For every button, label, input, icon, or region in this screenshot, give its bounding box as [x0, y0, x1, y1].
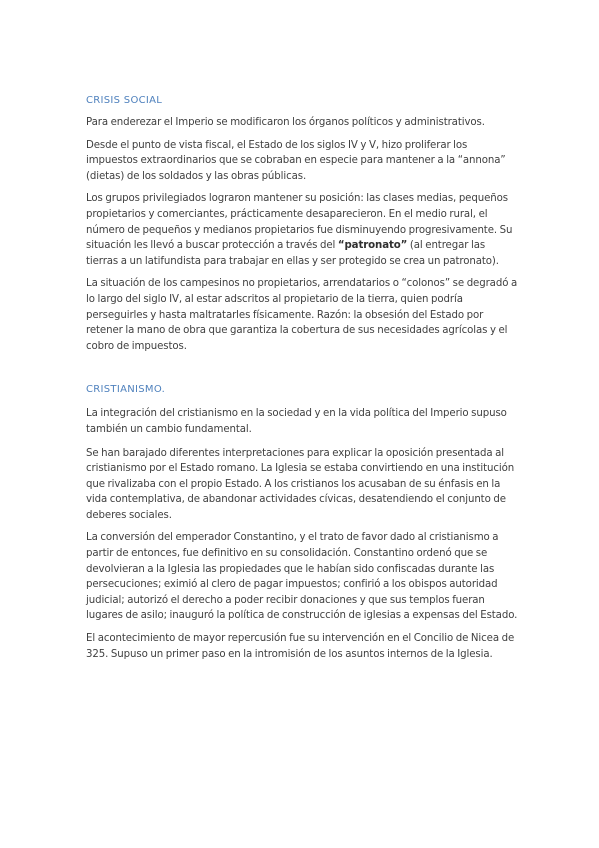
paragraph: Desde el punto de vista fiscal, el Estado de los siglos IV y V, hizo proliferar los impuestos extraordinarios que se cobraban en especie para mantener a la “annona” (dietas) de los soldados y las obras públicas.: [86, 139, 506, 182]
paragraph: La conversión del emperador Constantino, y el trato de favor dado al cristianismo a partir de entonces, fue definitivo en su consolidación. Constantino ordenó que se devolvieran a la Iglesia las propiedades que le habían sido confiscadas durante las persecuciones; eximió al clero de pagar impuestos; confirió a los obispos autoridad judicial; autorizó el derecho a poder recibir donaciones y que sus templos fueran lugares de asilo; inauguró la política de construcción de iglesias a expensas del Estado.: [86, 532, 518, 622]
paragraph: La situación de los campesinos no propietarios, arrendatarios o “colonos” se degradó a lo largo del siglo IV, al estar adscritos al propietario de la tierra, quien podría perseguirles y hasta maltratarles físicamente. Razón: la obsesión del Estado por retener la mano de obra que garantiza la cobertura de sus necesidades agrícolas y el cobro de impuestos.: [86, 278, 518, 352]
paragraph: Se han barajado diferentes interpretaciones para explicar la oposición presentada al cristianismo por el Estado romano. La Iglesia se estaba convirtiendo en una institución que rivalizaba con el propio Estado. A los cristianos los acusaban de su énfasis en la vida contemplativa, de abandonar actividades cívicas, desatendiendo el conjunto de deberes sociales.: [86, 447, 515, 521]
paragraph: [86, 191, 518, 269]
paragraph: Para enderezar el Imperio se modificaron los órganos políticos y administrativos.: [86, 117, 485, 128]
section-heading-crisis-social: CRISIS SOCIAL: [86, 95, 163, 106]
bold-term-patronato: “patronato”: [337, 240, 408, 252]
paragraph-text: Los grupos privilegiados lograron mantener su posición: las clases medias, pequeños propietarios y comerciantes, prácticamente desaparecieron. En el medio rural, el número de pequeños y medianos propietarios fue disminuyendo progresivamente. Su situación les llevó a buscar protección a través del: [86, 193, 513, 252]
section-heading-cristianismo: CRISTIANISMO.: [86, 384, 166, 396]
paragraph: La integración del cristianismo en la sociedad y en la vida política del Imperio supuso también un cambio fundamental.: [86, 408, 507, 435]
paragraph-text: (al entregar las tierras a un latifundista para trabajar en ellas y ser protegido se crea un patronato).: [86, 240, 499, 267]
paragraph: El acontecimiento de mayor repercusión fue su intervención en el Concilio de Nicea de 325. Supuso un primer paso en la intromisión de los asuntos internos de la Iglesia.: [86, 633, 515, 660]
document-body: [86, 94, 518, 662]
